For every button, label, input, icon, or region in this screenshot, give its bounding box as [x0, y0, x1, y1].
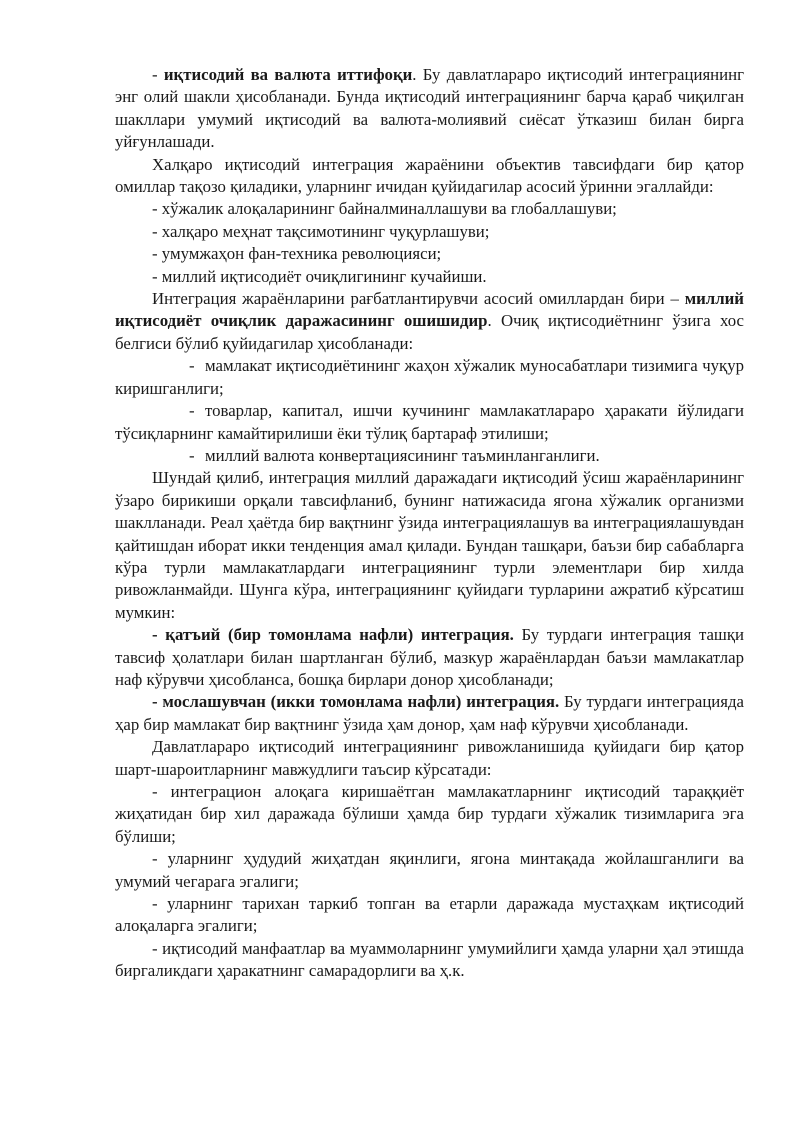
list-item: - уларнинг ҳудудий жиҳатдан яқинлиги, ягона минтақада жойлашганлиги ва умумий чегарага эгалиги;	[115, 849, 744, 891]
list-item: - хўжалик алоқаларининг байналминаллашуви ва глобаллашуви;	[152, 199, 617, 219]
list-item: - иқтисодий манфаатлар ва муаммоларнинг умумийлиги ҳамда уларни ҳал этишда биргаликдаги ҳаракатнинг самарадорлиги ва ҳ.к.	[115, 938, 744, 981]
bold-term: - мослашувчан (икки томонлама нафли) интеграция.	[152, 692, 560, 712]
list-item: - халқаро меҳнат тақсимотининг чуқурлашуви;	[152, 221, 490, 241]
list-item: - миллий иқтисодиёт очиқлигининг кучайиши.	[152, 266, 487, 286]
bold-term: иқтисодий ва валюта иттифоқи	[163, 65, 413, 84]
list-item: - мамлакат иқтисодиётининг жаҳон хўжалик муносабатлари тизимига чуқур киришганлиги;	[115, 356, 744, 398]
list-item: - миллий валюта конвертациясининг таъминланганлиги.	[189, 445, 600, 465]
list-item: - уларнинг тарихан таркиб топган ва етарли даражада мустаҳкам иқтисодий алоқаларга эгалиги;	[115, 894, 744, 936]
paragraph-conditions: Давлатлараро иқтисодий интеграциянинг ривожланишида қуйидаги бир қатор шарт-шароитларнинг мавжудлиги таъсир кўрсатади:	[115, 737, 744, 779]
list-item: - умумжаҳон фан-техника революцияси;	[152, 244, 442, 264]
bold-term: миллий иқтисодиёт очиқлик даражасининг ошишидир	[115, 289, 744, 331]
list-item: - мослашувчан (икки томонлама нафли) интеграция. Бу турдаги интеграцияда ҳар бир мамлакат бир вақтнинг ўзида ҳам донор, ҳам наф кўрувчи ҳисобланади.	[115, 692, 744, 734]
paragraph-2: Халқаро иқтисодий интеграция жараёнини объектив тавсифдаги бир қатор омиллар тақозо қиладики, уларнинг ичидан қуйидагилар асосий ўринни эгаллайди:	[115, 154, 744, 197]
bold-term: - қатъий (бир томонлама нафли) интеграция.	[152, 625, 514, 645]
list-item: - товарлар, капитал, ишчи кучининг мамлакатлараро ҳаракати йўлидаги тўсиқларнинг камайтирилиши ёки тўлиқ бартараф этилиши;	[115, 401, 744, 443]
list-item: - қатъий (бир томонлама нафли) интеграция. Бу турдаги интеграция ташқи тавсиф ҳолатлари билан шартланган бўлиб, мазкур жараёнлардан баъзи мамлакатлар наф кўрувчи ҳисобланса, бошқа бирлари донор ҳисобланади;	[115, 625, 744, 689]
paragraph-integration-factor: Интеграция жараёнларини рағбатлантирувчи асосий омиллардан бири – миллий иқтисодиёт очиқлик даражасининг ошишидир. Очиқ иқтисодиётнинг ўзига хос белгиси бўлиб қуйидагилар ҳисобланади:	[115, 289, 745, 353]
paragraph-1: - иқтисодий ва валюта иттифоқи. Бу давлатлараро иқтисодий интеграциянинг энг олий шакли ҳисобланади. Бунда иқтисодий интеграциянинг барча қараб чиқилган шакллари умумий иқтисодий ва валюта-молиявий сиёсат ўтказиш билан бирга уйғунлашади.	[115, 65, 744, 152]
list-item: - интеграцион алоқага киришаётган мамлакатларнинг иқтисодий тараққиёт жиҳатидан бир хил даражада бўлиши ҳамда бир турдаги хўжалик тизимларига эга бўлиши;	[115, 782, 744, 846]
paragraph-summary: Шундай қилиб, интеграция миллий даражадаги иқтисодий ўсиш жараёнларининг ўзаро бирикиши орқали тавсифланиб, бунинг натижасида ягона хўжалик организми шаклланади. Реал ҳаётда бир вақтнинг ўзида интеграциялашув ва интеграциялашувдан қайтишдан иборат икки тенденция амал қилади. Бундан ташқари, баъзи бир сабабларга кўра турли мамлакатлардаги интеграциянинг турли элементлари бир хилда ривожланмайди. Шунга кўра, интеграциянинг қуйидаги турларини ажратиб кўрсатиш мумкин:	[115, 468, 744, 622]
